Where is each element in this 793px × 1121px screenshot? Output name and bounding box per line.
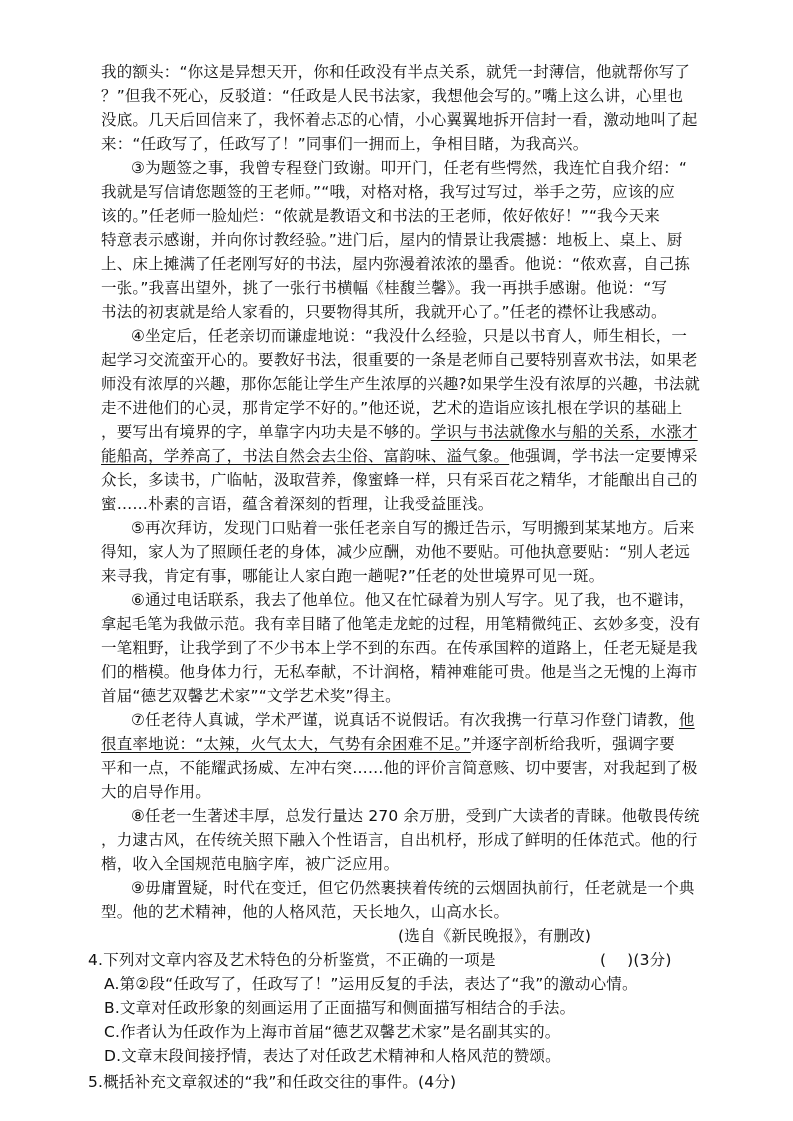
source-note: (选自《新民晚报》，有删改) [398, 927, 592, 945]
text-line: 来寻我，肯定有事，哪能让人家白跑一趟呢?”任老的处世境界可见一斑。 [101, 567, 605, 585]
question-4: 4.下列对文章内容及艺术特色的分析鉴赏，不正确的一项是 [88, 951, 496, 969]
paragraph-6-start: ⑥通过电话联系，我去了他单位。他又在忙碌着为别人写字。见了我，也不避讳， [131, 591, 695, 609]
underlined-sentence: 他 [678, 711, 695, 729]
text-line [101, 446, 698, 466]
paragraph-5-start: ⑤再次拜访，发现门口贴着一张任老亲自写的搬迁告示，写明搬到某某地方。后来 [131, 519, 695, 537]
text-line: 一笔粗野，让我学到了不少书本上学不到的东西。在传承国粹的道路上，任老无疑是我 [101, 639, 698, 657]
paragraph-8-start: ⑧任老一生著述丰厚，总发行量达 270 余万册，受到广大读者的青睐。他敬畏传统 [131, 807, 700, 825]
underlined-sentence: 能船高，学养高了，书法自然会去尘俗、富韵味、溢气象。 [101, 447, 510, 465]
text-line: 该的。”任老师一脸灿烂：“侬就是教语文和书法的王老师，侬好侬好！”“我今天来 [101, 207, 660, 225]
underlined-sentence: 很直率地说：“太辣，火气太大，气势有余困难不足。” [101, 735, 471, 753]
question-5: 5.概括补充文章叙述的“我”和任政交往的事件。(4分) [88, 1073, 457, 1091]
text-line: 走不进他们的心灵，那肯定学不好的。”他还说，艺术的造诣应该扎根在学识的基础上 [101, 399, 683, 417]
option-a: A.第②段“任政写了，任政写了！”运用反复的手法，表达了“我”的激动心情。 [104, 975, 638, 993]
option-b: B.文章对任政形象的刻画运用了正面描写和侧面描写相结合的手法。 [104, 999, 576, 1017]
text-line: 楷，收入全国规范电脑字库，被广泛应用。 [101, 855, 400, 873]
text-line: 平和一点，不能耀武扬威、左冲右突……他的评价言简意赅、切中要害，对我起到了极 [101, 759, 698, 777]
text-line: 得知，家人为了照顾任老的身体，减少应酬，劝他不要贴。可他执意要贴：“别人老远 [101, 543, 691, 561]
paragraph-3-start: ③为题签之事，我曾专程登门致谢。叩开门，任老有些愕然，我连忙自我介绍：“ [131, 159, 688, 177]
text-line: 型。他的艺术精神，他的人格风范，天长地久，山高水长。 [101, 903, 510, 921]
option-d: D.文章末段间接抒情，表达了对任政艺术精神和人格风范的赞颂。 [104, 1047, 561, 1065]
text-line [101, 422, 698, 442]
text-line: 我的额头：“你这是异想天开，你和任政没有半点关系，就凭一封薄信，他就帮你写了 [101, 63, 691, 81]
text-line: ，力逮古风，在传统关照下融入个性语言，自出机杼，形成了鲜明的任体范式。他的行 [101, 831, 698, 849]
text-line: 大的启导作用。 [101, 783, 211, 801]
text-line: 来：“任政写了，任政写了！”同事们一拥而上，争相目睹，为我高兴。 [101, 135, 589, 153]
text-line: 没底。几天后回信来了，我怀着忐忑的心情，小心翼翼地拆开信封一看，激动地叫了起 [101, 111, 698, 129]
underlined-sentence: 学识与书法就像水与船的关系，水涨才 [430, 423, 698, 441]
option-c: C.作者认为任政作为上海市首届“德艺双馨艺术家”是名副其实的。 [104, 1023, 561, 1041]
text-line: 拿起毛笔为我做示范。我有幸目睹了他笔走龙蛇的过程，用笔精微纯正、玄妙多变，没有 [101, 615, 701, 633]
paragraph-4-start: ④坐定后，任老亲切而谦虚地说：“我没什么经验，只是以书育人，师生相长，一 [131, 327, 688, 345]
text-line: ？”但我不死心，反驳道：“任政是人民书法家，我想他会写的。”嘴上这么讲，心里也 [101, 87, 684, 105]
paragraph-7-start [131, 710, 695, 730]
text-line: 上、床上摊满了任老刚写好的书法，屋内弥漫着浓浓的墨香。他说：“侬欢喜，自己拣 [101, 255, 691, 273]
text-line [101, 734, 675, 754]
text-segment: 他强调，学书法一定要博采 [509, 447, 698, 465]
text-segment: ，要写出有境界的字，单靠字内功夫是不够的。 [101, 423, 431, 441]
text-line: 特意表示感谢，并向你讨教经验。”进门后，屋内的情景让我震撼：地板上、桌上、厨 [101, 231, 683, 249]
text-line: 一张。”我喜出望外，挑了一张行书横幅《桂馥兰馨》。我一再拱手感谢。他说：“写 [101, 279, 668, 297]
paragraph-9-start: ⑨毋庸置疑，时代在变迁，但它仍然裹挟着传统的云烟固执前行，任老就是一个典 [131, 879, 695, 897]
text-line: 们的楷模。他身体力行，无私奉献，不计润格，精神难能可贵。他是当之无愧的上海市 [101, 663, 698, 681]
text-line: 众长，多读书，广临帖，汲取营养，像蜜蜂一样，只有采百花之精华，才能酿出自己的 [101, 471, 698, 489]
text-line: 书法的初衷就是给人家看的，只要物得其所，我就开心了。”任老的襟怀让我感动。 [101, 303, 667, 321]
text-segment: 并逐字剖析给我听，强调字要 [470, 735, 675, 753]
text-segment: ⑦任老待人真诚，学术严谨，说真话不说假话。有次我携一行草习作登门请教， [131, 711, 679, 729]
text-line: 首届“德艺双馨艺术家”“文学艺术奖”得主。 [101, 687, 401, 705]
text-line: 我就是写信请您题签的王老师。”“哦，对格对格，我写过写过，举手之劳，应该的应 [101, 183, 675, 201]
text-line: 蜜……朴素的言语，蕴含着深刻的哲理，让我受益匪浅。 [101, 495, 494, 513]
text-line: 师没有浓厚的兴趣，那你怎能让学生产生浓厚的兴趣?如果学生没有浓厚的兴趣，书法就 [101, 375, 701, 393]
text-line: 起学习交流蛮开心的。要教好书法，很重要的一条是老师自己要特别喜欢书法，如果老 [101, 351, 698, 369]
answer-blank: ( )(3分) [600, 951, 672, 969]
